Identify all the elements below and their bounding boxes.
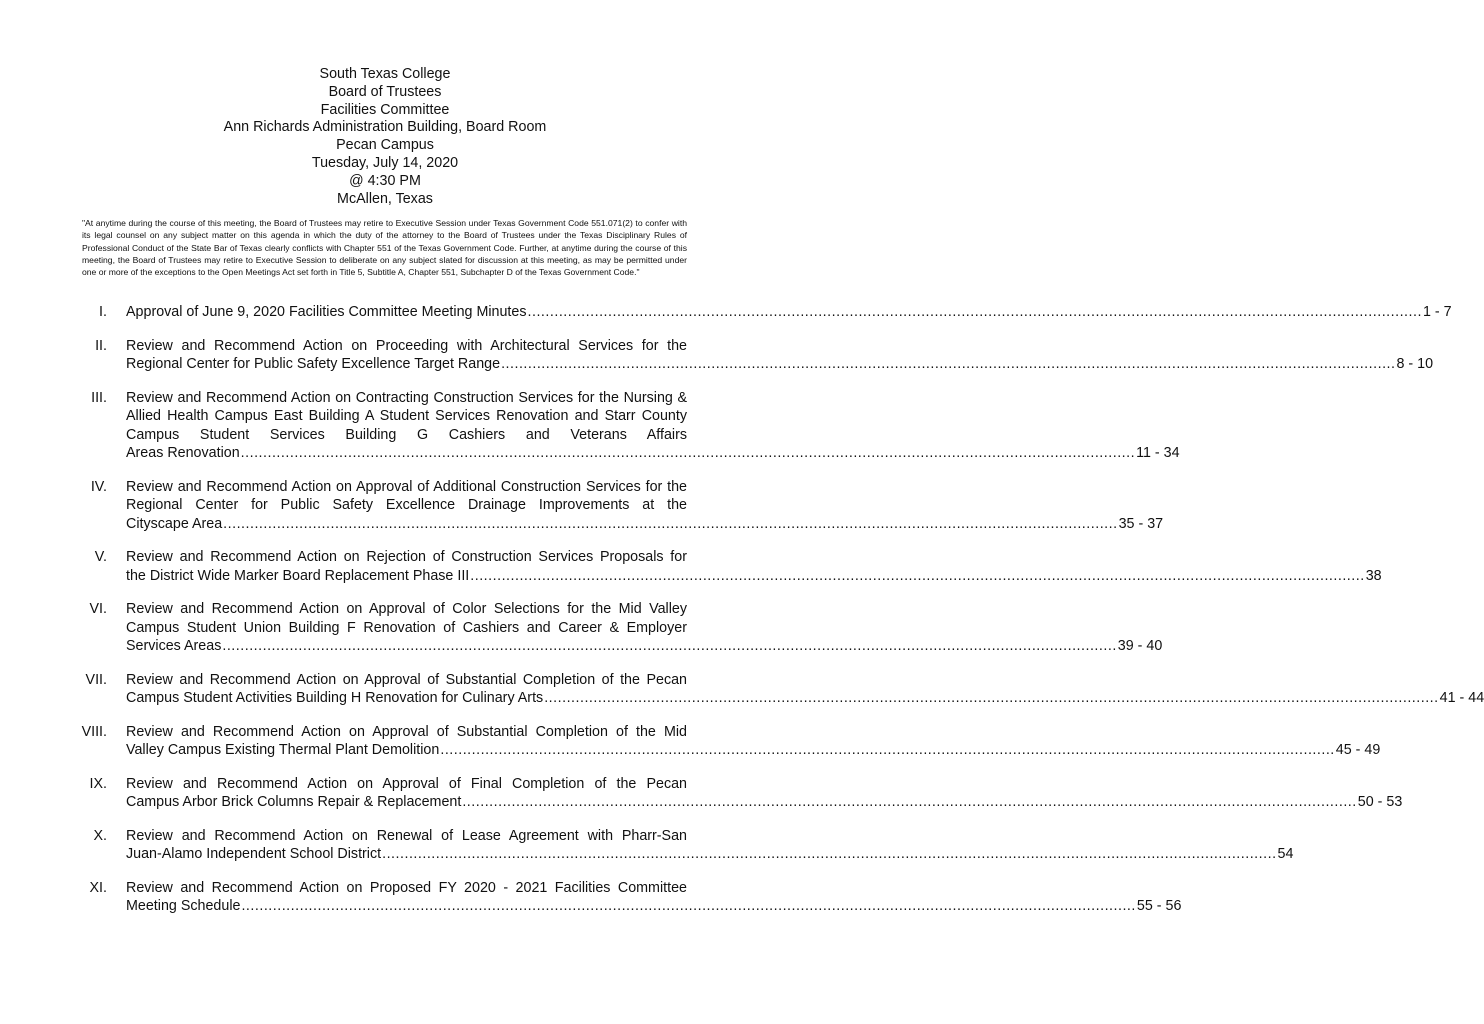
agenda-item-pages: 41 - 44 bbox=[1439, 690, 1484, 706]
agenda-item-pages: 35 - 37 bbox=[1118, 515, 1164, 532]
agenda-list bbox=[0, 303, 1484, 931]
agenda-item-final-line: the District Wide Marker Board Replacement Phase III bbox=[126, 567, 470, 584]
agenda-item bbox=[0, 723, 1381, 760]
agenda-item-number: XI. bbox=[89, 879, 107, 896]
agenda-item-body bbox=[126, 723, 1381, 760]
dot-leader: ........................................................................................................................................................................................................ bbox=[223, 515, 1118, 532]
agenda-item-number: III. bbox=[91, 389, 107, 406]
agenda-item-body bbox=[126, 775, 1403, 812]
agenda-item-number: VIII. bbox=[81, 723, 107, 740]
agenda-item bbox=[0, 827, 1294, 864]
agenda-item-final-line: Valley Campus Existing Thermal Plant Demolition bbox=[126, 742, 440, 758]
agenda-item-number: I. bbox=[99, 304, 107, 320]
agenda-item-final-line: Campus Student Activities Building H Renovation for Culinary Arts bbox=[126, 690, 544, 706]
agenda-item-pages: 54 bbox=[1277, 846, 1294, 862]
agenda-item-body bbox=[126, 879, 1182, 916]
agenda-item-text: Review and Recommend Action on Approval of Color Selections for the Mid Valley Campus Student Union Building F Renovation of Cashiers and Career & Employer bbox=[126, 601, 687, 636]
agenda-item-final-line: Areas Renovation bbox=[126, 445, 240, 461]
agenda-item-body bbox=[126, 600, 1163, 656]
agenda-item-body bbox=[126, 671, 1484, 708]
dot-leader: ........................................................................................................................................................................................................ bbox=[440, 742, 1335, 758]
meeting-header bbox=[0, 66, 770, 208]
agenda-item-final-line: Approval of June 9, 2020 Facilities Committee Meeting Minutes bbox=[126, 304, 527, 320]
agenda-item-number: IV. bbox=[90, 478, 107, 495]
agenda-item-final-line: Services Areas bbox=[126, 638, 222, 654]
dot-leader: ........................................................................................................................................................................................................ bbox=[462, 794, 1357, 810]
dot-leader: ........................................................................................................................................................................................................ bbox=[544, 690, 1439, 706]
dot-leader: ........................................................................................................................................................................................................ bbox=[240, 445, 1136, 461]
agenda-item-text: Review and Recommend Action on Approval of Additional Construction Services for the Regional Center for Public Safety Excellence Drainage Improvements at the bbox=[126, 478, 687, 513]
dot-leader: ........................................................................................................................................................................................................ bbox=[382, 846, 1277, 862]
agenda-item-text: Review and Recommend Action on Proposed FY 2020 - 2021 Facilities Committee bbox=[126, 879, 687, 896]
agenda-item-pages: 55 - 56 bbox=[1136, 898, 1182, 914]
agenda-item-text: Review and Recommend Action on Approval of Substantial Completion of the Mid bbox=[126, 723, 687, 740]
agenda-item-final-line: Regional Center for Public Safety Excellence Target Range bbox=[126, 356, 501, 372]
agenda-item-pages: 38 bbox=[1365, 567, 1382, 584]
agenda-item-number: IX. bbox=[89, 775, 107, 792]
agenda-item-number: II. bbox=[95, 337, 107, 354]
agenda-item bbox=[0, 671, 1484, 708]
agenda-item bbox=[0, 303, 1452, 322]
agenda-item-number: VI. bbox=[89, 601, 107, 617]
agenda-item-final-line: Cityscape Area bbox=[126, 515, 223, 532]
agenda-item-final-line: Juan-Alamo Independent School District bbox=[126, 846, 382, 862]
agenda-item-pages: 1 - 7 bbox=[1422, 304, 1452, 320]
executive-session-notice: "At anytime during the course of this meeting, the Board of Trustees may retire to Executive Session under Texas Government Code 551.071(2) to confer with its legal counsel on any subject matter on this agenda in which the duty of the attorney to the Board of Trustees under the Texas Disciplinary Rules of Professional Conduct of the State Bar of Texas clearly conflicts with Chapter 551 of the Texas Government Code. Further, at anytime during the course of this meeting, the Board of Trustees may retire to Executive Session to deliberate on any subject slated for discussion at this meeting, as may be permitted under one or more of the exceptions to the Open Meetings Act set forth in Title 5, Subtitle A, Chapter 551, Subchapter D of the Texas Government Code." bbox=[82, 218, 687, 278]
header-line-city: McAllen, Texas bbox=[337, 190, 433, 207]
dot-leader: ........................................................................................................................................................................................................ bbox=[527, 304, 1422, 320]
agenda-item-body bbox=[126, 303, 1452, 322]
agenda-item bbox=[0, 478, 1164, 534]
dot-leader: ........................................................................................................................................................................................................ bbox=[222, 638, 1117, 654]
agenda-item bbox=[0, 600, 1163, 656]
header-line-date: Tuesday, July 14, 2020 bbox=[311, 154, 459, 171]
agenda-item-body bbox=[126, 389, 1180, 463]
agenda-item-text: Review and Recommend Action on Approval of Final Completion of the Pecan bbox=[126, 775, 687, 792]
agenda-item-number: VII. bbox=[85, 671, 107, 688]
agenda-item-text: Review and Recommend Action on Renewal of Lease Agreement with Pharr-San bbox=[126, 827, 687, 844]
agenda-item-pages: 11 - 34 bbox=[1136, 445, 1180, 461]
header-line-board: Board of Trustees bbox=[328, 83, 442, 100]
dot-leader: ........................................................................................................................................................................................................ bbox=[241, 898, 1136, 914]
header-line-time: @ 4:30 PM bbox=[349, 172, 421, 189]
agenda-item-final-line: Meeting Schedule bbox=[126, 898, 241, 914]
agenda-item-body bbox=[126, 548, 1382, 585]
header-line-committee: Facilities Committee bbox=[320, 101, 450, 118]
header-line-campus: Pecan Campus bbox=[336, 137, 434, 154]
agenda-item-pages: 50 - 53 bbox=[1357, 794, 1403, 810]
header-line-college: South Texas College bbox=[319, 66, 451, 82]
agenda-item-pages: 45 - 49 bbox=[1335, 742, 1381, 758]
agenda-item bbox=[0, 775, 1403, 812]
agenda-item-text: Review and Recommend Action on Contracting Construction Services for the Nursing & Allied Health Campus East Building A Student Services Renovation and Starr County Campus Student Services Building G Cashiers and Veterans Affairs bbox=[126, 389, 687, 443]
agenda-item-text: Review and Recommend Action on Proceeding with Architectural Services for the bbox=[126, 337, 687, 354]
agenda-item-body bbox=[126, 827, 1294, 864]
agenda-item bbox=[0, 548, 1382, 585]
agenda-item-text: Review and Recommend Action on Rejection of Construction Services Proposals for bbox=[126, 549, 687, 565]
agenda-item-number: V. bbox=[94, 549, 107, 565]
agenda-item-final-line: Campus Arbor Brick Columns Repair & Replacement bbox=[126, 794, 462, 810]
header-line-location: Ann Richards Administration Building, Board Room bbox=[223, 119, 547, 136]
agenda-item-pages: 8 - 10 bbox=[1396, 356, 1434, 372]
agenda-item-number: X. bbox=[93, 827, 107, 844]
agenda-item-text: Review and Recommend Action on Approval of Substantial Completion of the Pecan bbox=[126, 671, 687, 688]
dot-leader: ........................................................................................................................................................................................................ bbox=[470, 567, 1365, 584]
agenda-item bbox=[0, 337, 1434, 374]
agenda-item-body bbox=[126, 478, 1164, 534]
agenda-item bbox=[0, 879, 1182, 916]
dot-leader: ........................................................................................................................................................................................................ bbox=[501, 356, 1396, 372]
agenda-item-pages: 39 - 40 bbox=[1117, 638, 1163, 654]
agenda-item bbox=[0, 389, 1180, 463]
agenda-item-body bbox=[126, 337, 1434, 374]
